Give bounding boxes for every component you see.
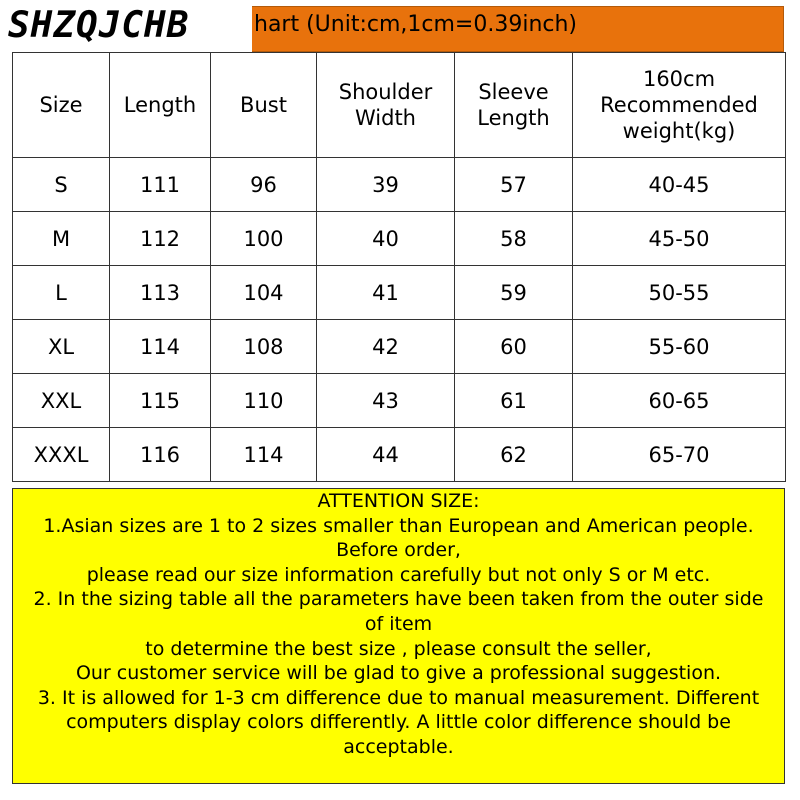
cell-size: L <box>13 266 110 320</box>
cell-length: 115 <box>110 374 211 428</box>
note-line: computers display colors differently. A little color difference should be <box>66 711 731 734</box>
cell-recommended-weight: 40-45 <box>573 158 786 212</box>
cell-sleeve-length: 58 <box>455 212 573 266</box>
note-line: 3. It is allowed for 1-3 cm difference due to manual measurement. Different <box>37 686 760 709</box>
table-row <box>13 212 786 266</box>
header-sleeve-length <box>455 53 573 158</box>
note-line: 1.Asian sizes are 1 to 2 sizes smaller than European and American people. <box>43 514 754 537</box>
header-bust: Bust <box>211 53 317 158</box>
cell-sleeve-length: 57 <box>455 158 573 212</box>
cell-sleeve-length: 59 <box>455 266 573 320</box>
cell-recommended-weight: 55-60 <box>573 320 786 374</box>
header-length: Length <box>110 53 211 158</box>
note-line: Before order, <box>336 539 461 562</box>
table-row <box>13 320 786 374</box>
cell-bust: 100 <box>211 212 317 266</box>
cell-size: XL <box>13 320 110 374</box>
cell-shoulder-width: 40 <box>317 212 455 266</box>
header-size: Size <box>13 53 110 158</box>
cell-size: M <box>13 212 110 266</box>
cell-bust: 96 <box>211 158 317 212</box>
table-row <box>13 266 786 320</box>
attention-notes <box>12 488 785 784</box>
note-line: please read our size information carefully but not only S or M etc. <box>86 563 711 586</box>
header-shoulder-width-label: Shoulder Width <box>338 80 433 130</box>
header-row <box>13 53 786 158</box>
cell-bust: 104 <box>211 266 317 320</box>
table-row <box>13 374 786 428</box>
table-row <box>13 158 786 212</box>
chart-title: hart (Unit:cm,1cm=0.39inch) <box>254 12 578 37</box>
cell-size: XXL <box>13 374 110 428</box>
cell-sleeve-length: 61 <box>455 374 573 428</box>
cell-recommended-weight: 45-50 <box>573 212 786 266</box>
header-shoulder-width <box>317 53 455 158</box>
cell-shoulder-width: 39 <box>317 158 455 212</box>
header-recommended-weight <box>573 53 786 158</box>
cell-shoulder-width: 44 <box>317 428 455 482</box>
cell-shoulder-width: 42 <box>317 320 455 374</box>
note-line: 2. In the sizing table all the parameters have been taken from the outer side <box>33 588 764 611</box>
size-table <box>12 52 786 482</box>
cell-sleeve-length: 62 <box>455 428 573 482</box>
cell-size: S <box>13 158 110 212</box>
note-line: acceptable. <box>343 735 454 758</box>
cell-length: 114 <box>110 320 211 374</box>
header-recommended-weight-label: 160cm Recommended weight(kg) <box>600 67 758 143</box>
table-row <box>13 428 786 482</box>
note-line: of item <box>364 612 433 635</box>
header-sleeve-length-label: Sleeve Length <box>477 80 550 130</box>
cell-length: 116 <box>110 428 211 482</box>
cell-bust: 108 <box>211 320 317 374</box>
cell-bust: 114 <box>211 428 317 482</box>
attention-heading: ATTENTION SIZE: <box>317 490 480 512</box>
cell-sleeve-length: 60 <box>455 320 573 374</box>
cell-recommended-weight: 60-65 <box>573 374 786 428</box>
cell-recommended-weight: 50-55 <box>573 266 786 320</box>
note-line: Our customer service will be glad to give a professional suggestion. <box>75 662 722 685</box>
cell-length: 111 <box>110 158 211 212</box>
watermark-text: SHZQJCHB <box>8 5 190 46</box>
cell-length: 113 <box>110 266 211 320</box>
note-line: to determine the best size , please consult the seller, <box>145 637 652 660</box>
cell-recommended-weight: 65-70 <box>573 428 786 482</box>
cell-shoulder-width: 41 <box>317 266 455 320</box>
cell-size: XXXL <box>13 428 110 482</box>
cell-bust: 110 <box>211 374 317 428</box>
cell-length: 112 <box>110 212 211 266</box>
cell-shoulder-width: 43 <box>317 374 455 428</box>
